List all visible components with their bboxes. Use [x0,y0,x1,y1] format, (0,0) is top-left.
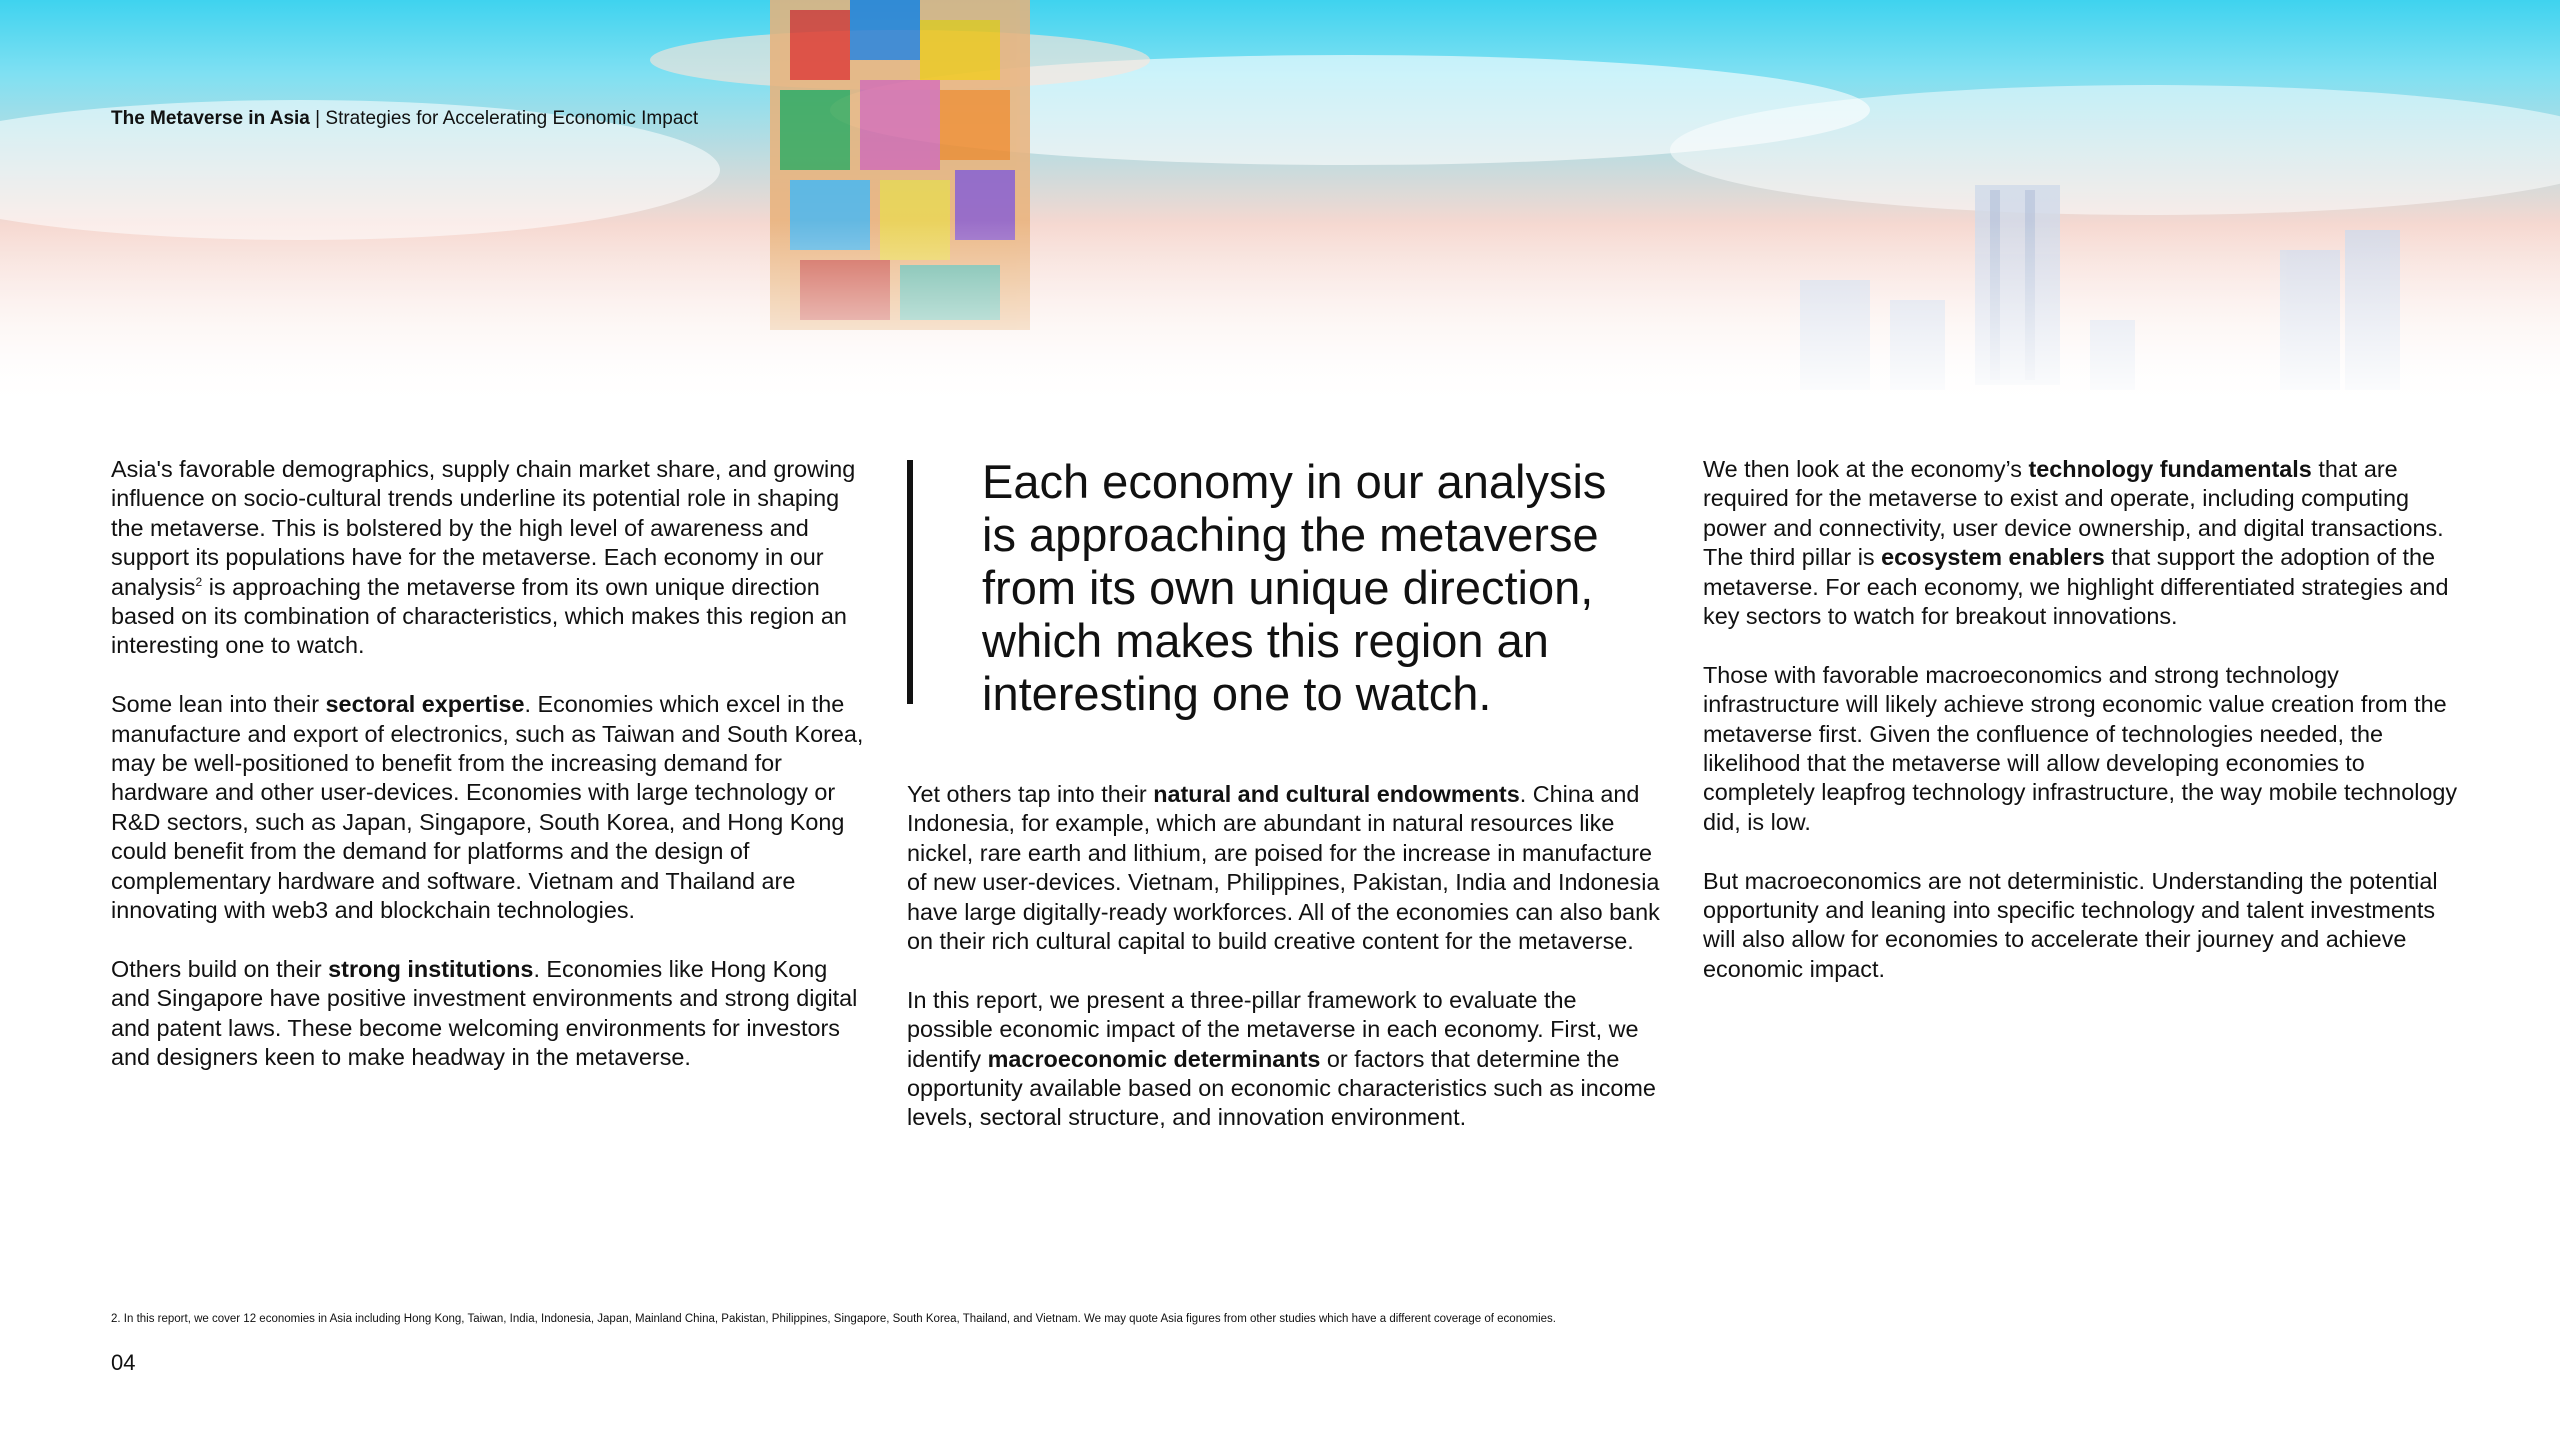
paragraph: Yet others tap into their natural and cultural endowments. China and Indonesia, for example, which are abundant in natural resources like nickel, rare earth and lithium, are poised for the increase in manufacture of new user-devices. Vietnam, Philippines, Pakistan, India and Indonesia have large digitally-ready workforces. All of the economies can also bank on their rich cultural capital to build creative content for the metaverse. [907,781,1660,955]
paragraph: Others build on their strong institutions. Economies like Hong Kong and Singapore have positive investment environments and strong digital and patent laws. These become welcoming environments for investors and designers keen to make headway in the metaverse. [111,955,858,1071]
report-subtitle: Strategies for Accelerating Economic Impact [325,108,699,129]
pull-quote-text: Each economy in our analysis is approaching the metaverse from its own unique direction, which makes this region an interesting one to watch. [982,455,1607,720]
paragraph: We then look at the economy’s technology fundamentals that are required for the metaverse to exist and operate, including computing power and connectivity, user device ownership, and digital transactions. The third pillar is ecosystem enablers that support the adoption of the metaverse. For each economy, we highlight differentiated strategies and key sectors to watch for breakout innovations. [1703,456,2449,630]
paragraph: Those with favorable macroeconomics and strong technology infrastructure will likely achieve strong economic value creation from the metaverse first. Given the confluence of technologies needed, the likelihood that the metaverse will allow developing economies to completely leapfrog technology infrastructure, the way mobile technology did, is low. [1703,661,2458,835]
quote-bar [907,460,913,704]
emphasis: sectoral expertise [325,691,525,718]
column-left [111,455,871,1102]
paragraph: Asia's favorable demographics, supply chain market share, and growing influence on socio-cultural trends underline its potential role in shaping the metaverse. This is bolstered by the high level of awareness and support its populations have for the metaverse. Each economy in our analysis$^2$ is approaching the metaverse from its own unique direction based on its combination of characteristics, which makes this region an interesting one to watch. [111,456,856,659]
emphasis: strong institutions [328,955,534,982]
emphasis: macroeconomic determinants [987,1045,1321,1072]
paragraph: But macroeconomics are not deterministic. Understanding the potential opportunity and leaning into specific technology and talent investments will also allow for economies to accelerate their journey and achieve economic impact. [1703,867,2438,982]
header-separator: | [309,108,326,129]
footnote-ref: 2 [195,574,203,589]
pull-quote [907,455,1662,775]
column-right [1703,455,2458,1014]
hero-banner-image [0,0,2560,410]
report-header [111,108,698,130]
emphasis: natural and cultural endowments [1153,781,1520,807]
column-middle [907,455,1662,1131]
hero-fade [0,220,2560,410]
footnote: 2. In this report, we cover 12 economies in Asia including Hong Kong, Taiwan, India, Indonesia, Japan, Mainland China, Pakistan, Philippines, Singapore, South Korea, Thailand, and Vietnam. We may quote Asia figures from other studies which have a different coverage of economies. [111,1313,1556,1325]
report-title: The Metaverse in Asia [111,108,310,129]
emphasis: ecosystem enablers [1881,544,2105,571]
page-number: 04 [111,1350,136,1375]
paragraph: Some lean into their sectoral expertise. Economies which excel in the manufacture and export of electronics, such as Taiwan and South Korea, may be well-positioned to benefit from the increasing demand for hardware and other user-devices. Economies with large technology or R&D sectors, such as Japan, Singapore, South Korea, and Hong Kong could benefit from the demand for platforms and the design of complementary hardware and software. Vietnam and Thailand are innovating with web3 and blockchain technologies. [111,691,864,924]
column-middle-body [907,780,1662,1162]
paragraph: In this report, we present a three-pillar framework to evaluate the possible economic impact of the metaverse in each economy. First, we identify macroeconomic determinants or factors that determine the opportunity available based on economic characteristics such as income levels, sectoral structure, and innovation environment. [907,986,1656,1131]
emphasis: technology fundamentals [2028,456,2312,482]
